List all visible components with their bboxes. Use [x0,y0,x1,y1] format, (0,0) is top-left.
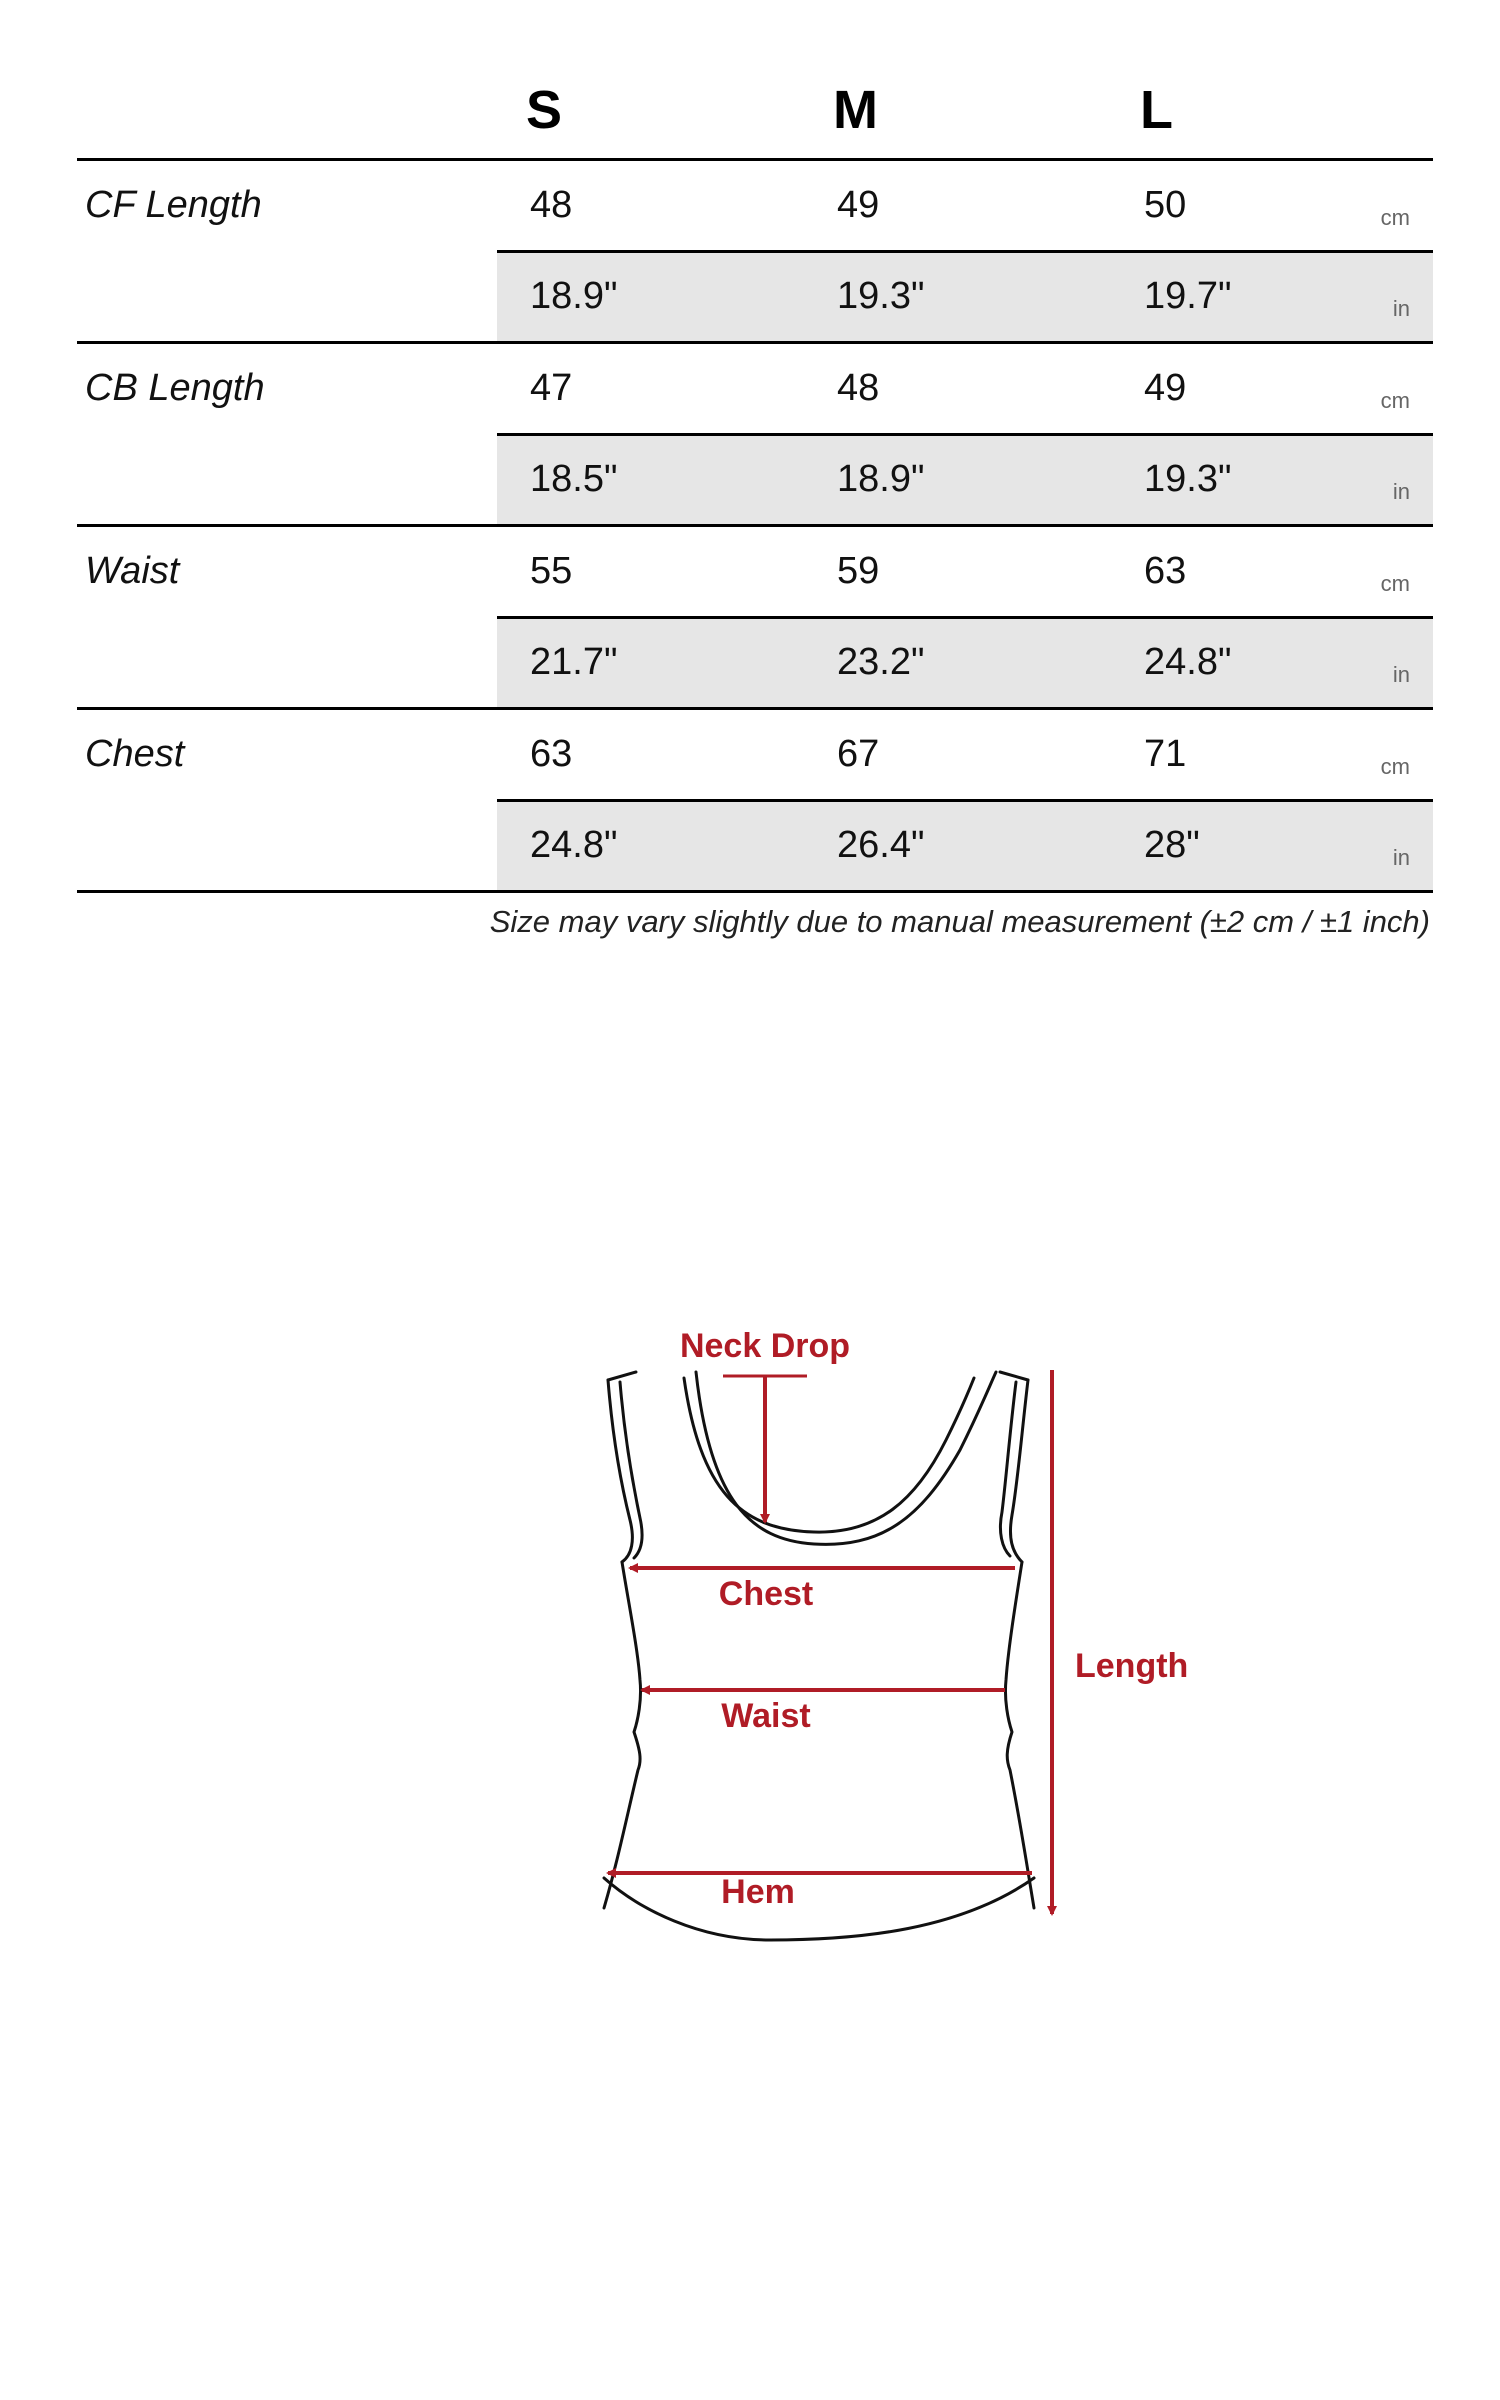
cell-cm-s: 55 [530,550,573,592]
cell-in-m: 19.3" [837,275,925,317]
cell-cm-l: 49 [1144,367,1187,409]
cell-cm-l: 63 [1144,550,1187,592]
inch-row-background [497,436,1433,524]
inch-row-background [497,619,1433,707]
cell-in-s: 21.7" [530,641,618,683]
size-header-s: S [526,80,563,140]
tank-top-outline [604,1372,1034,1940]
cell-in-m: 23.2" [837,641,925,683]
cell-cm-l: 71 [1144,733,1187,775]
label-hem: Hem [721,1873,795,1911]
unit-cm: cm [1380,754,1410,779]
cell-in-s: 18.9" [530,275,618,317]
row-label-cb-length: CB Length [85,367,265,409]
cell-in-l: 19.7" [1144,275,1232,317]
row-label-waist: Waist [85,550,180,592]
cell-cm-s: 48 [530,184,573,226]
row-label-chest: Chest [85,733,185,775]
inch-row-background [497,253,1433,341]
cell-cm-s: 63 [530,733,573,775]
label-chest: Chest [718,1575,814,1613]
cell-in-m: 18.9" [837,458,925,500]
cell-in-s: 18.5" [530,458,618,500]
table-divider [77,341,1433,344]
unit-in: in [1392,845,1410,870]
cell-cm-l: 50 [1144,184,1187,226]
label-neck-drop: Neck Drop [679,1327,851,1365]
cell-in-l: 28" [1144,824,1200,866]
cell-cm-m: 48 [837,367,880,409]
cell-in-l: 19.3" [1144,458,1232,500]
unit-cm: cm [1380,571,1410,596]
unit-in: in [1392,479,1410,504]
unit-cm: cm [1380,205,1410,230]
cell-in-m: 26.4" [837,824,925,866]
table-divider [77,707,1433,710]
unit-in: in [1392,662,1410,687]
unit-in: in [1392,296,1410,321]
cell-in-s: 24.8" [530,824,618,866]
table-divider [77,524,1433,527]
table-divider [77,158,1433,161]
cell-cm-m: 59 [837,550,880,592]
label-length: Length [1075,1647,1189,1685]
size-header-l: L [1140,80,1173,140]
inch-row-background [497,802,1433,890]
label-waist: Waist [721,1697,811,1735]
cell-in-l: 24.8" [1144,641,1232,683]
cell-cm-m: 49 [837,184,880,226]
measurement-note: Size may vary slightly due to manual measurement (±2 cm / ±1 inch) [489,904,1430,939]
row-label-cf-length: CF Length [85,184,262,226]
garment-diagram [560,1300,1189,1960]
size-header-m: M [833,80,878,140]
cell-cm-s: 47 [530,367,573,409]
unit-cm: cm [1380,388,1410,413]
cell-cm-m: 67 [837,733,880,775]
table-divider [77,890,1433,893]
